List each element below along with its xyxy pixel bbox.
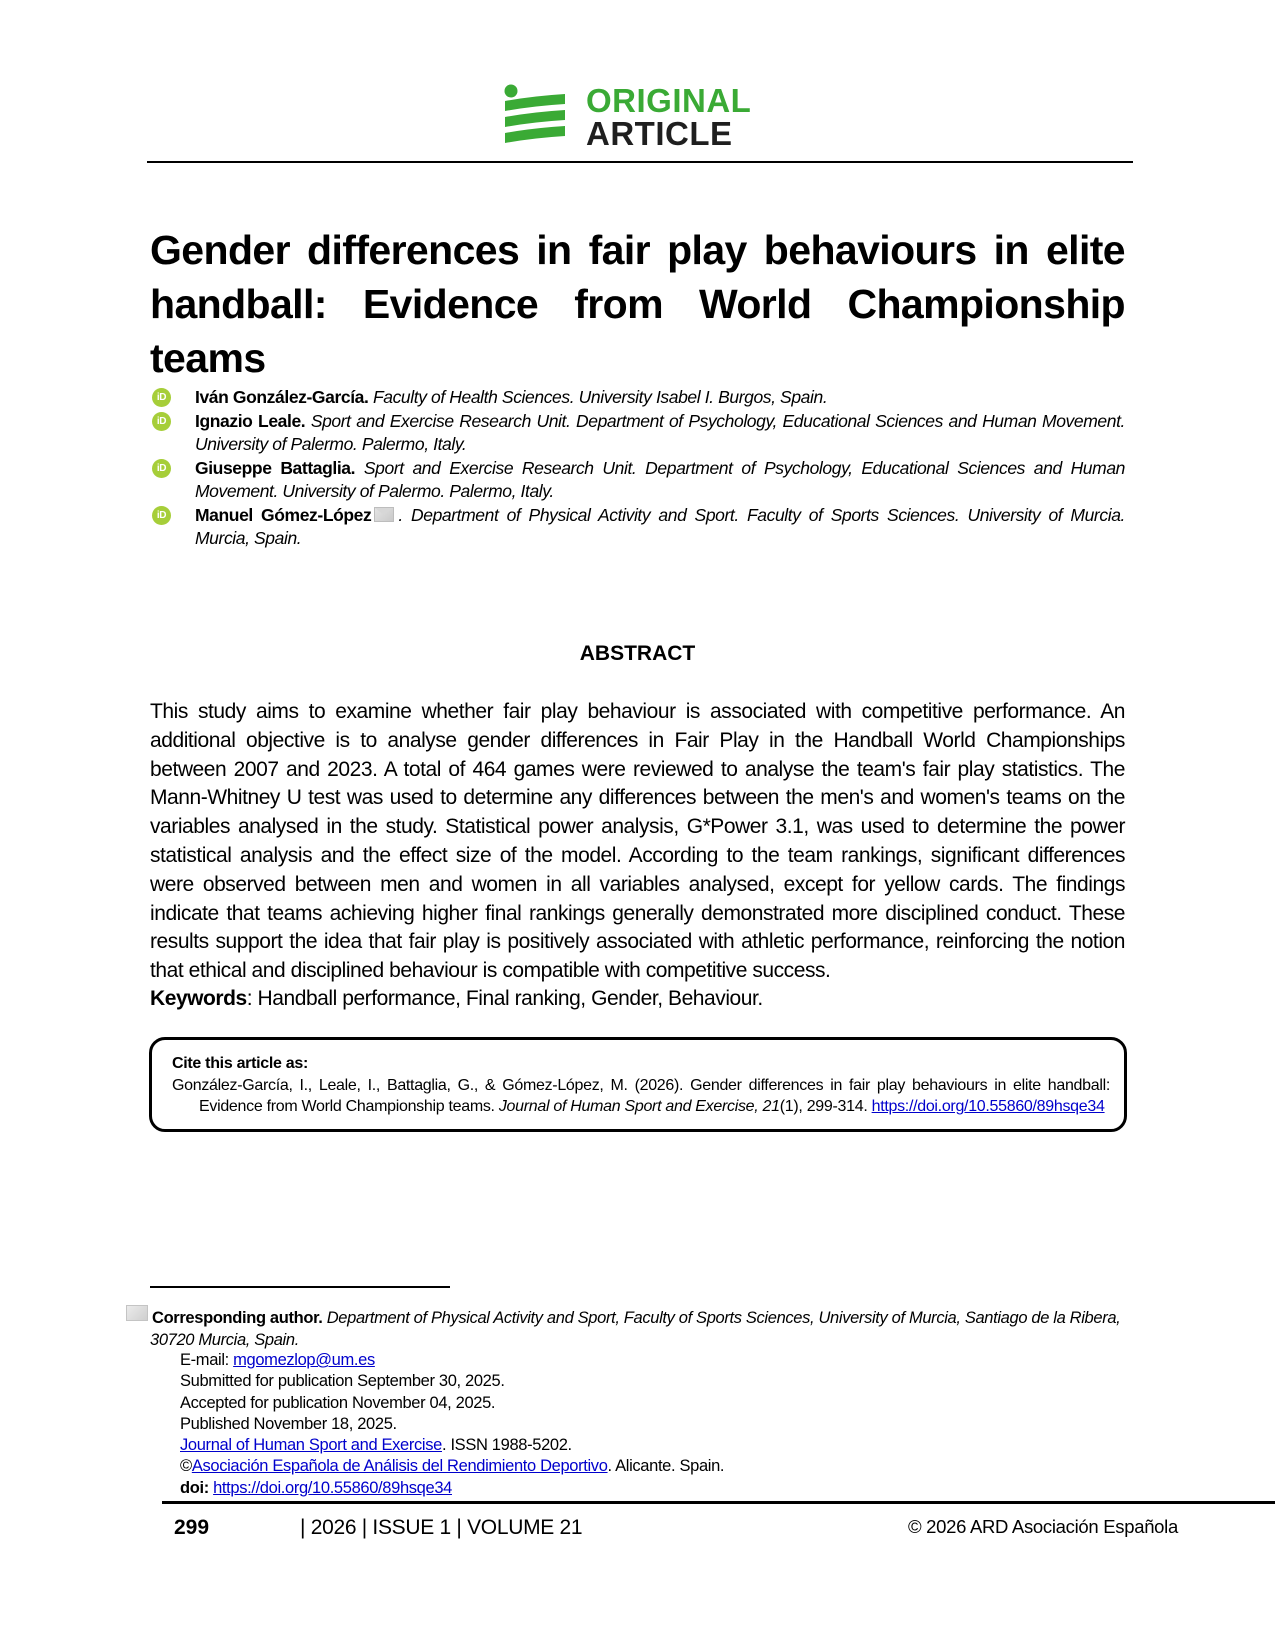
doi-link[interactable]: https://doi.org/10.55860/89hsqe34 (213, 1478, 452, 1497)
submitted-date: Submitted for publication September 30, 2025. (180, 1372, 505, 1391)
corresponding-label: Corresponding author. (152, 1309, 323, 1327)
author-affiliation: Sport and Exercise Research Unit. Department of Psychology, Educational Sciences and Human Movement. University of Palermo. Palermo, Italy. (195, 457, 1125, 501)
keywords (150, 985, 1125, 1014)
abstract-text: This study aims to examine whether fair play behaviour is associated with competitive performance. An additional objective is to analyse gender differences in Fair Play in the Handball World Championships between 2007 and 2023. A total of 464 games were reviewed to analyse the team's fair play statistics. The Mann-Whitney U test was used to determine any differences between the men's and women's teams on the variables analysed in the study. Statistical power analysis, G*Power 3.1, was used to determine the power statistical analysis and the effect size of the model. According to the team rankings, significant differences were observed between men and women in all variables analysed, except for yellow cards. The findings indicate that teams achieving higher final rankings generally demonstrated more disciplined conduct. These results support the idea that fair play is positively associated with athletic performance, reinforcing the notion that ethical and disciplined behaviour is compatible with competitive success. (150, 700, 1125, 983)
keywords-label: Keywords (150, 987, 247, 1010)
copyright-symbol: © (180, 1457, 192, 1476)
issn: . ISSN 1988-5202. (441, 1436, 572, 1455)
author-name: Ignazio Leale. (195, 410, 306, 431)
logo-word-original: ORIGINAL (586, 82, 752, 119)
author-name: Manuel Gómez-López (195, 504, 372, 525)
email-line (180, 1350, 1080, 1371)
keywords-list: : Handball performance, Final ranking, Gender, Behaviour. (246, 987, 763, 1010)
author-item (150, 386, 1125, 410)
footer-copyright: © 2026 ARD Asociación Española (908, 1516, 1178, 1537)
title-line-1: Gender differences in fair play behaviours in elite (150, 227, 1125, 273)
article-title (150, 223, 1125, 385)
author-affiliation: Sport and Exercise Research Unit. Department of Psychology, Educational Sciences and Human Movement. University of Palermo. Palermo, Italy. (195, 410, 1125, 454)
author-item (150, 410, 1125, 457)
citation-doi-link[interactable]: https://doi.org/10.55860/89hsqe34 (871, 1098, 1105, 1115)
association-line (180, 1456, 1080, 1477)
page-number: 299 (174, 1516, 210, 1539)
orcid-icon[interactable]: iD (152, 388, 171, 407)
author-list (150, 386, 1125, 551)
doi-label: doi: (180, 1478, 209, 1497)
author-affiliation: Faculty of Health Sciences. University Isabel I. Burgos, Spain. (372, 387, 828, 407)
published-date: Published November 18, 2025. (180, 1414, 397, 1433)
orcid-icon[interactable]: iD (152, 412, 171, 431)
issue-info: | 2026 | ISSUE 1 | VOLUME 21 (300, 1516, 583, 1539)
author-name: Iván González-García. (195, 387, 369, 407)
abstract-heading: ABSTRACT (579, 642, 696, 665)
author-item (150, 504, 1125, 551)
journal-link[interactable]: Journal of Human Sport and Exercise (180, 1436, 442, 1455)
accepted-date: Accepted for publication November 04, 2025. (180, 1393, 496, 1412)
citation-authors: González-García, I., Leale, I., Battaglia, G., & Gómez-López, M. (2026). Gender differences in fair play behaviours in elite handball: Evidence from World Championship teams. (172, 1076, 1110, 1115)
email-label: E-mail: (180, 1351, 234, 1369)
logo-waves-icon (503, 84, 567, 150)
original-article-logo (503, 84, 773, 152)
author-item (150, 457, 1125, 504)
title-line-2: handball: Evidence from World Championship teams (150, 281, 1125, 381)
doi-line (180, 1478, 1080, 1499)
author-name: Giuseppe Battaglia. (195, 457, 356, 478)
envelope-icon[interactable] (374, 507, 394, 522)
citation-box (149, 1037, 1127, 1132)
email-link[interactable]: mgomezlop@um.es (233, 1351, 375, 1369)
corresponding-address: Department of Physical Activity and Sport, Faculty of Sports Sciences, University of Murcia, Santiago de la Ribera, 30720 Murcia, Spain. (150, 1309, 1121, 1349)
author-affiliation: . Department of Physical Activity and Sport. Faculty of Sports Sciences. University of Murcia. Murcia, Spain. (195, 504, 1125, 548)
header-divider (147, 161, 1133, 163)
citation-journal: Journal of Human Sport and Exercise, 21 (498, 1098, 780, 1115)
orcid-icon[interactable]: iD (152, 459, 171, 478)
association-link[interactable]: Asociación Española de Análisis del Rendimiento Deportivo (191, 1457, 608, 1476)
citation-issue-pages: (1), 299-314. (779, 1098, 872, 1115)
publication-meta (180, 1350, 1080, 1499)
envelope-icon (126, 1305, 148, 1321)
citation-text (172, 1075, 1110, 1118)
page-footer-divider (162, 1501, 1275, 1504)
journal-line (180, 1435, 1080, 1456)
citation-heading: Cite this article as: (172, 1055, 308, 1072)
corresponding-author-note (150, 1305, 1125, 1351)
association-place: . Alicante. Spain. (607, 1457, 725, 1476)
footnote-divider (150, 1286, 450, 1288)
logo-word-article: ARTICLE (586, 115, 733, 152)
orcid-icon[interactable]: iD (152, 506, 171, 525)
